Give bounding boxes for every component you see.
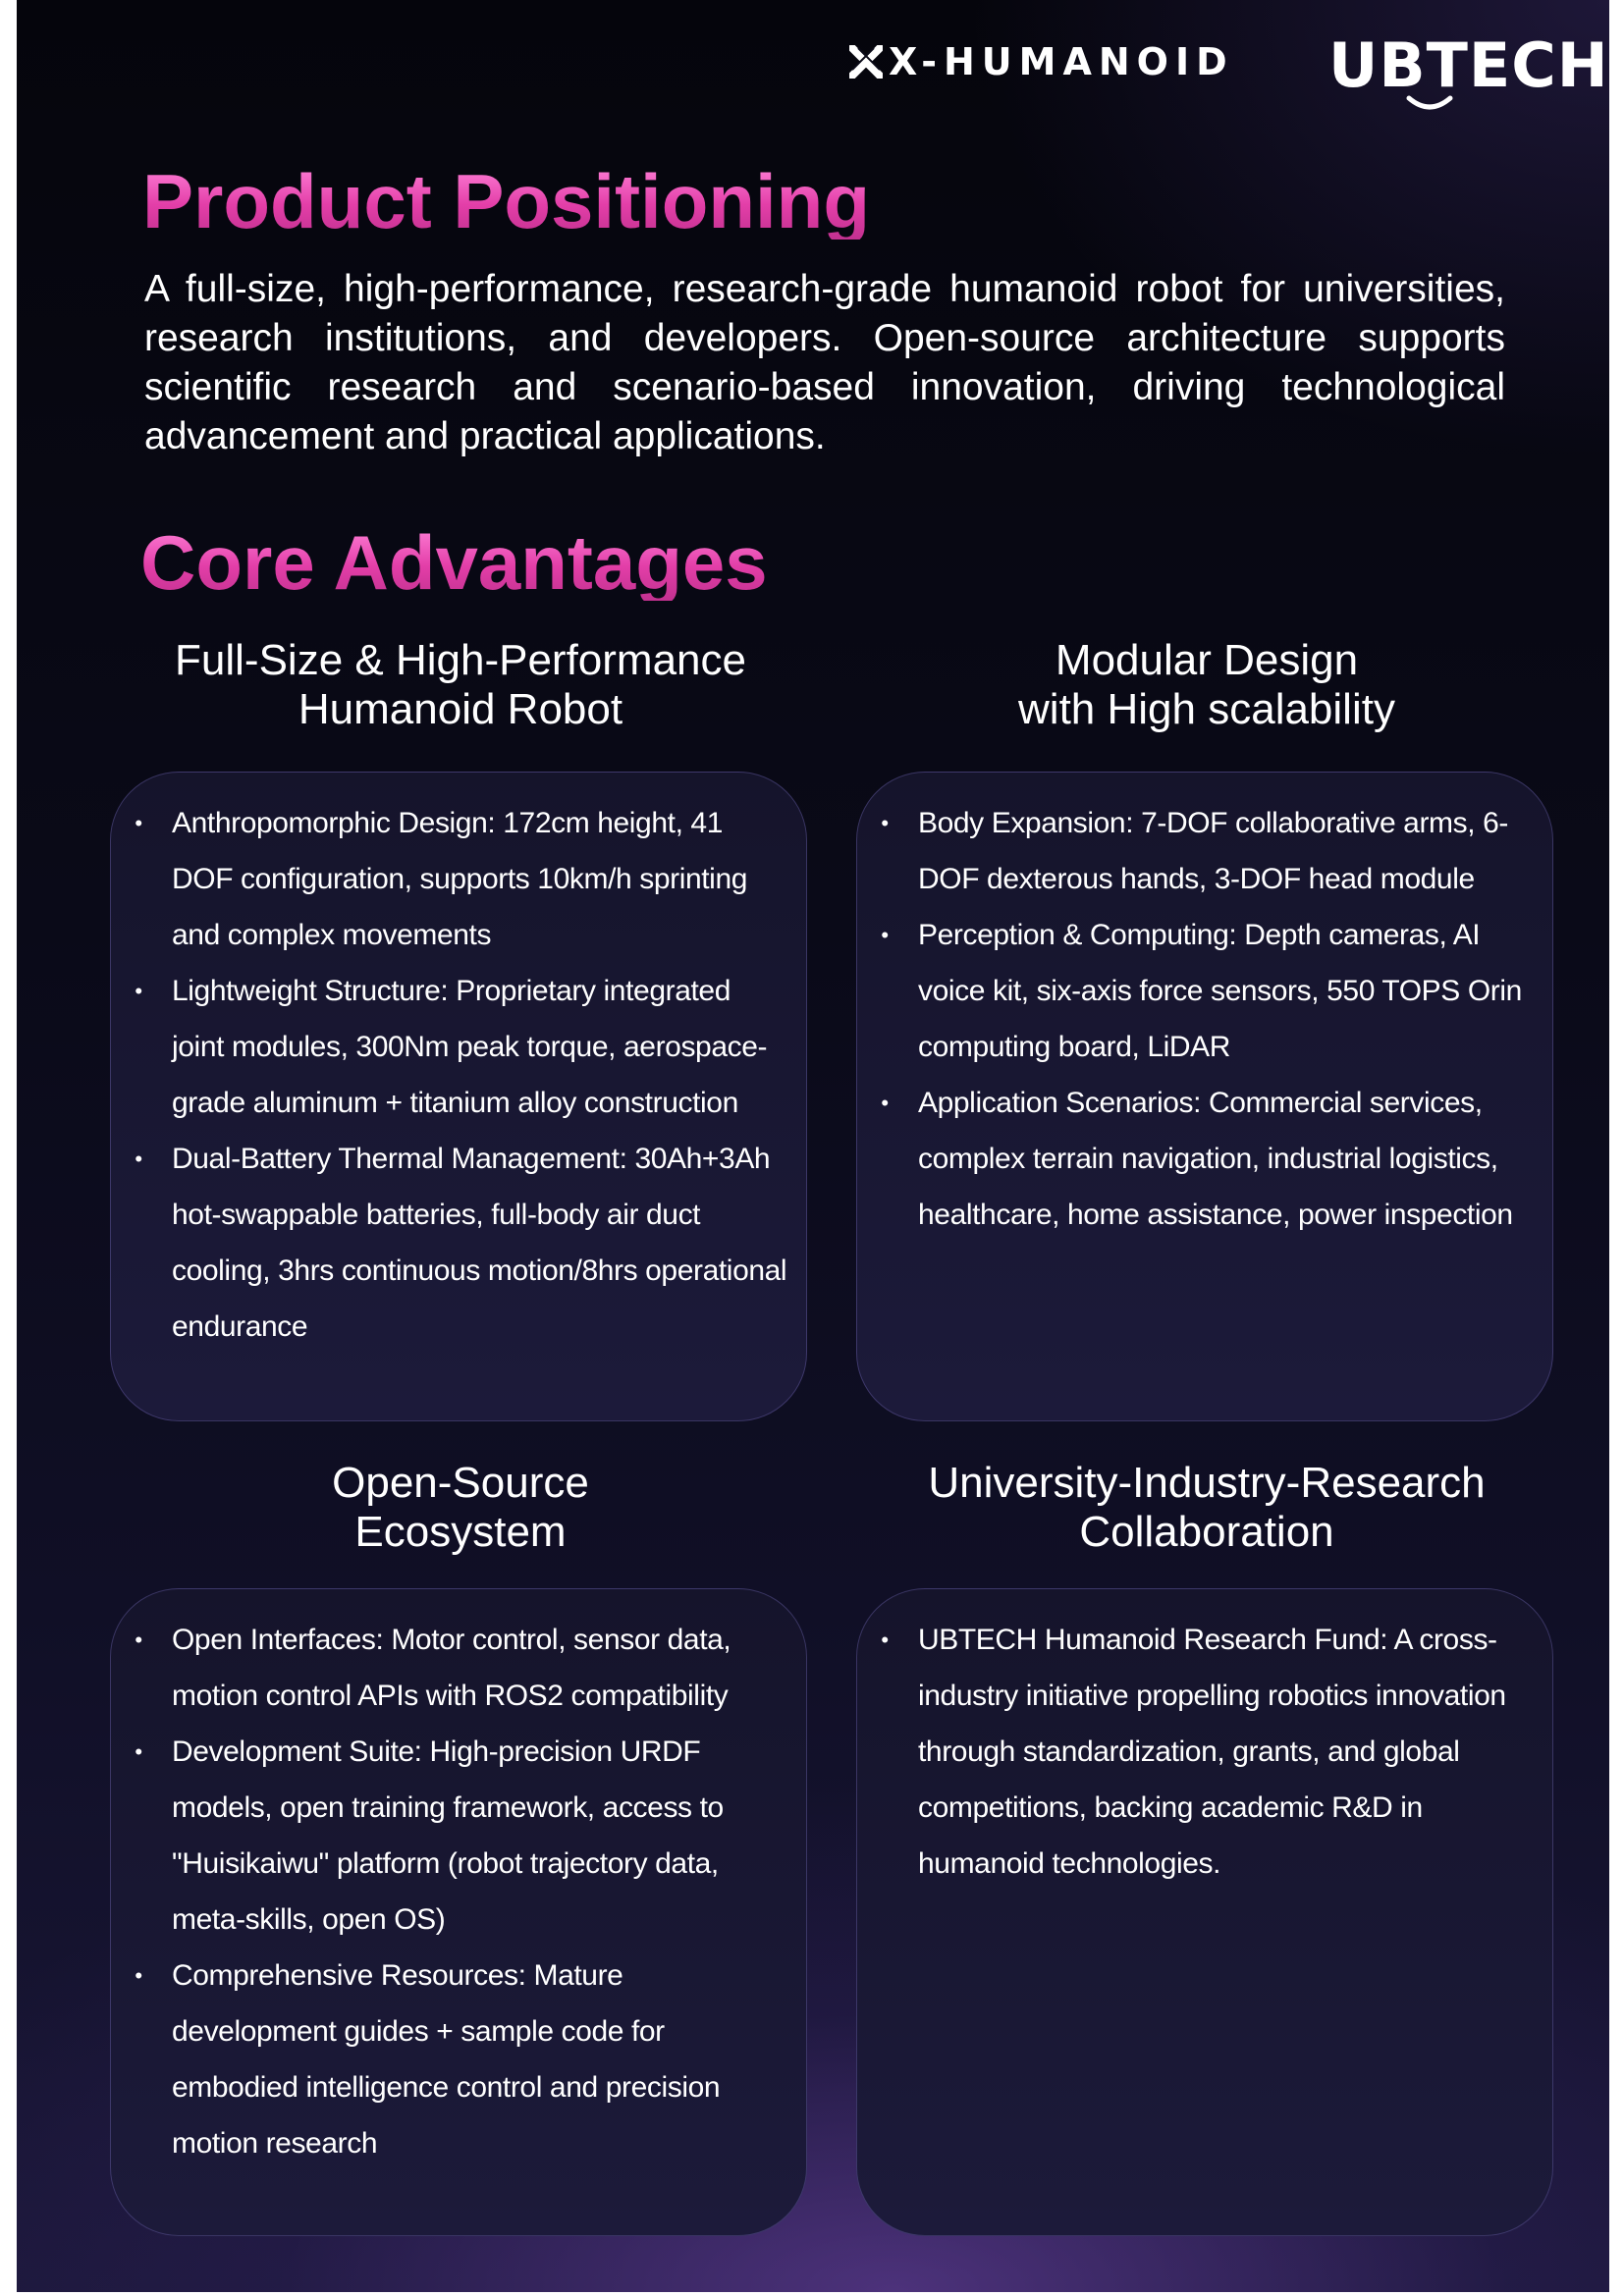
open-source-section-title [110,1459,811,1557]
x-humanoid-wordmark: X-HUMANOID [889,40,1234,83]
bullet-icon: • [881,811,889,835]
open-source-card [110,1588,807,2236]
bullet-text: Body Expansion: 7-DOF collaborative arms, 6-DOF dexterous hands, 3-DOF head module [918,807,1508,895]
brochure-page [17,0,1609,2292]
list-item [857,907,1535,1075]
section-title-line: Open-Source [332,1459,589,1507]
bullet-text: Anthropomorphic Design: 172cm height, 41 DOF configuration, supports 10km/h sprinting and complex movements [172,807,748,951]
x-humanoid-mark-icon [849,45,883,79]
bullet-icon: • [881,1091,889,1115]
ubtech-wordmark: UBTECH [1328,29,1609,101]
bullet-text: Dual-Battery Thermal Management: 30Ah+3Ah hot-swappable batteries, full-body air duct cooling, 3hrs continuous motion/8hrs operational endurance [172,1143,787,1343]
modular-design-section-title [856,636,1557,734]
section-title-line: Full-Size & High-Performance [175,636,746,684]
list-item [857,1612,1535,1892]
bullet-list [857,795,1535,1243]
list-item [111,1724,788,1948]
list-item [111,795,788,963]
bullet-icon: • [135,1963,142,1988]
bullet-text: Application Scenarios: Commercial services, complex terrain navigation, industrial logistics, healthcare, home assistance, power inspection [918,1087,1513,1231]
bullet-text: Comprehensive Resources: Mature development guides + sample code for embodied intelligence control and precision motion research [172,1959,721,2160]
modular-design-card [856,772,1553,1421]
collaboration-card [856,1588,1553,2236]
section-title-line: Humanoid Robot [298,685,623,733]
product-positioning-title: Product Positioning [142,158,870,244]
section-title-line: Collaboration [1079,1508,1334,1556]
bullet-text: Lightweight Structure: Proprietary integrated joint modules, 300Nm peak torque, aerospace-grade aluminum + titanium alloy construction [172,975,768,1119]
core-advantages-title: Core Advantages [140,519,768,606]
bullet-icon: • [135,811,142,835]
full-size-card [110,772,807,1421]
bullet-text: Development Suite: High-precision URDF models, open training framework, access to "Huisikaiwu" platform (robot trajectory data, meta-skills, open OS) [172,1735,724,1936]
ubtech-smile-icon [1405,94,1454,114]
bullet-text: UBTECH Humanoid Research Fund: A cross-industry initiative propelling robotics innovation through standardization, grants, and global competitions, backing academic R&D in humanoid technologies. [918,1624,1506,1880]
list-item [857,1075,1535,1243]
list-item [111,1612,788,1724]
list-item [111,1131,788,1355]
bullet-icon: • [135,1739,142,1764]
bullet-icon: • [135,1147,142,1171]
section-title-line: with High scalability [1018,685,1395,733]
section-title-line: University-Industry-Research [928,1459,1486,1507]
bullet-icon: • [881,923,889,947]
bullet-icon: • [881,1628,889,1652]
bullet-list [111,1612,788,2171]
full-size-section-title [110,636,811,734]
bullet-text: Open Interfaces: Motor control, sensor data, motion control APIs with ROS2 compatibility [172,1624,731,1712]
list-item [111,1948,788,2171]
bullet-icon: • [135,979,142,1003]
bullet-list [857,1612,1535,1892]
product-positioning-text: A full-size, high-performance, research-grade humanoid robot for universities, research institutions, and developers. Open-source architecture supports scientific research and scenario-based innovation, driving technological advancement and practical applications. [144,268,1505,457]
collaboration-section-title [856,1459,1557,1557]
bullet-list [111,795,788,1355]
bullet-text: Perception & Computing: Depth cameras, AI voice kit, six-axis force sensors, 550 TOPS Orin computing board, LiDAR [918,919,1522,1063]
ubtech-logo [1328,29,1609,101]
section-title-line: Modular Design [1055,636,1359,684]
x-humanoid-logo [849,39,1234,84]
section-title-line: Ecosystem [354,1508,567,1556]
list-item [111,963,788,1131]
bullet-icon: • [135,1628,142,1652]
list-item [857,795,1535,907]
